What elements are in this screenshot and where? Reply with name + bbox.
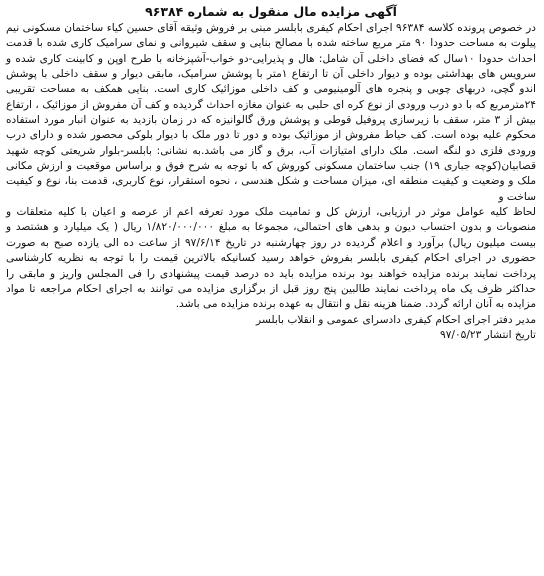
notice-paragraph-auction-terms: لحاظ کلیه عوامل موثر در ارزیابی، ارزش کل و تمامیت ملک مورد تعرفه اعم از عرصه و اعیان با کلیه متعلقات و منصوبات و بدون احتساب دیون و بدهی های احتمالی، مجموعا به مبلغ ۱/۸۲۰/۰۰۰/۰۰۰ ریال ( یک میلیارد و هشتصد و بیست میلیون ریال) برآورد و اعلام گردیده در روز چهارشنبه در تاریخ ۹۷/۶/۱۴ از ساعت ده الی یازده صبح به صورت حضوری در اجرای احکام کیفری بابلسر بفروش خواهد رسید کسانیکه بالاترین قیمت را با توجه به نظریه کارشناسی پرداخت نمایند برنده مزایده خواهند بود برنده مزایده باید ده درصد قیمت پیشنهادی را فی المجلس واریز و مابقی را حداکثر ظرف یک ماه پرداخت نمایند طالبین پنج روز قبل از برگزاری مزایده می توانند به اجرای احکام مراجعه تا مواد مزایده به آنان ارائه گردد. ضمنا هزینه نقل و انتقال به عهده برنده مزایده می باشد. bbox=[6, 206, 536, 311]
notice-title: آگهی مزایده مال منقول به شماره ۹۶۳۸۴ bbox=[145, 4, 397, 19]
publish-date: تاریخ انتشار ۹۷/۰۵/۲۳ bbox=[440, 328, 536, 341]
notice-signature: مدیر دفتر اجرای احکام کیفری دادسرای عمومی و انقلاب بابلسر bbox=[256, 313, 536, 326]
auction-notice bbox=[6, 4, 536, 570]
notice-paragraph-property-description: در خصوص پرونده کلاسه ۹۶۳۸۴ اجرای احکام کیفری بابلسر مبنی بر فروش وثیقه آقای حسین کیاء ساختمان مسکونی نیم پیلوت به مساحت حدودا ۹۰ متر مربع ساخته شده با مصالح بنایی و سقف شیروانی و نمای سرامیک کاری شده با قدمت احداث حدودا ۱۰سال که فضای داخلی آن شامل: هال و پذیرایی-دو خواب-آشپزخانه با طرح اوپن و کابینت کاری شده و سرویس های بهداشتی بوده و دیوار داخلی آن تا ارتفاع ۱متر با پوشش سرامیک، مابقی دیوار و سقف داخلی با پوشش اندو گچی، دربهای چوبی و پنجره های آلومینیومی و کف داخلی موزائیک کاری است. بنایی همکف به مساحت تقریبی ۲۴مترمربع که با دو درب ورودی از نوع کره ای حلبی به عنوان مغازه احداث گردیده و کف آن مفروش از موزائیک ، ارتفاع بیش از ۳ متر، سقف با زیرسازی پروفیل قوطی و پوشش ورق گالوانیزه که در زمان بازدید به عنوان انبار مورد استفاده محکوم علیه بوده است. کف حیاط مفروش از موزائیک بوده و دور تا دور ملک با دیوار بلوکی محصور شده و دارای درب ورودی فلزی دو لنگه است. ملک دارای امتیازات آب، برق و گاز می باشد.به نشانی: بابلسر-بلوار شریعتی کوچه شهید قصابیان(کوچه جباری ۱۹) جنب ساختمان مسکونی کوروش که با توجه به شرح فوق و براساس موقعیت و ارزش مکانی ملک و وضعیت و کیفیت منطقه ای، میزان مساحت و شکل هندسی ، نحوه استقرار، نوع کاربری، قدمت بنا، نوع و کیفیت ساخت و bbox=[6, 22, 537, 203]
